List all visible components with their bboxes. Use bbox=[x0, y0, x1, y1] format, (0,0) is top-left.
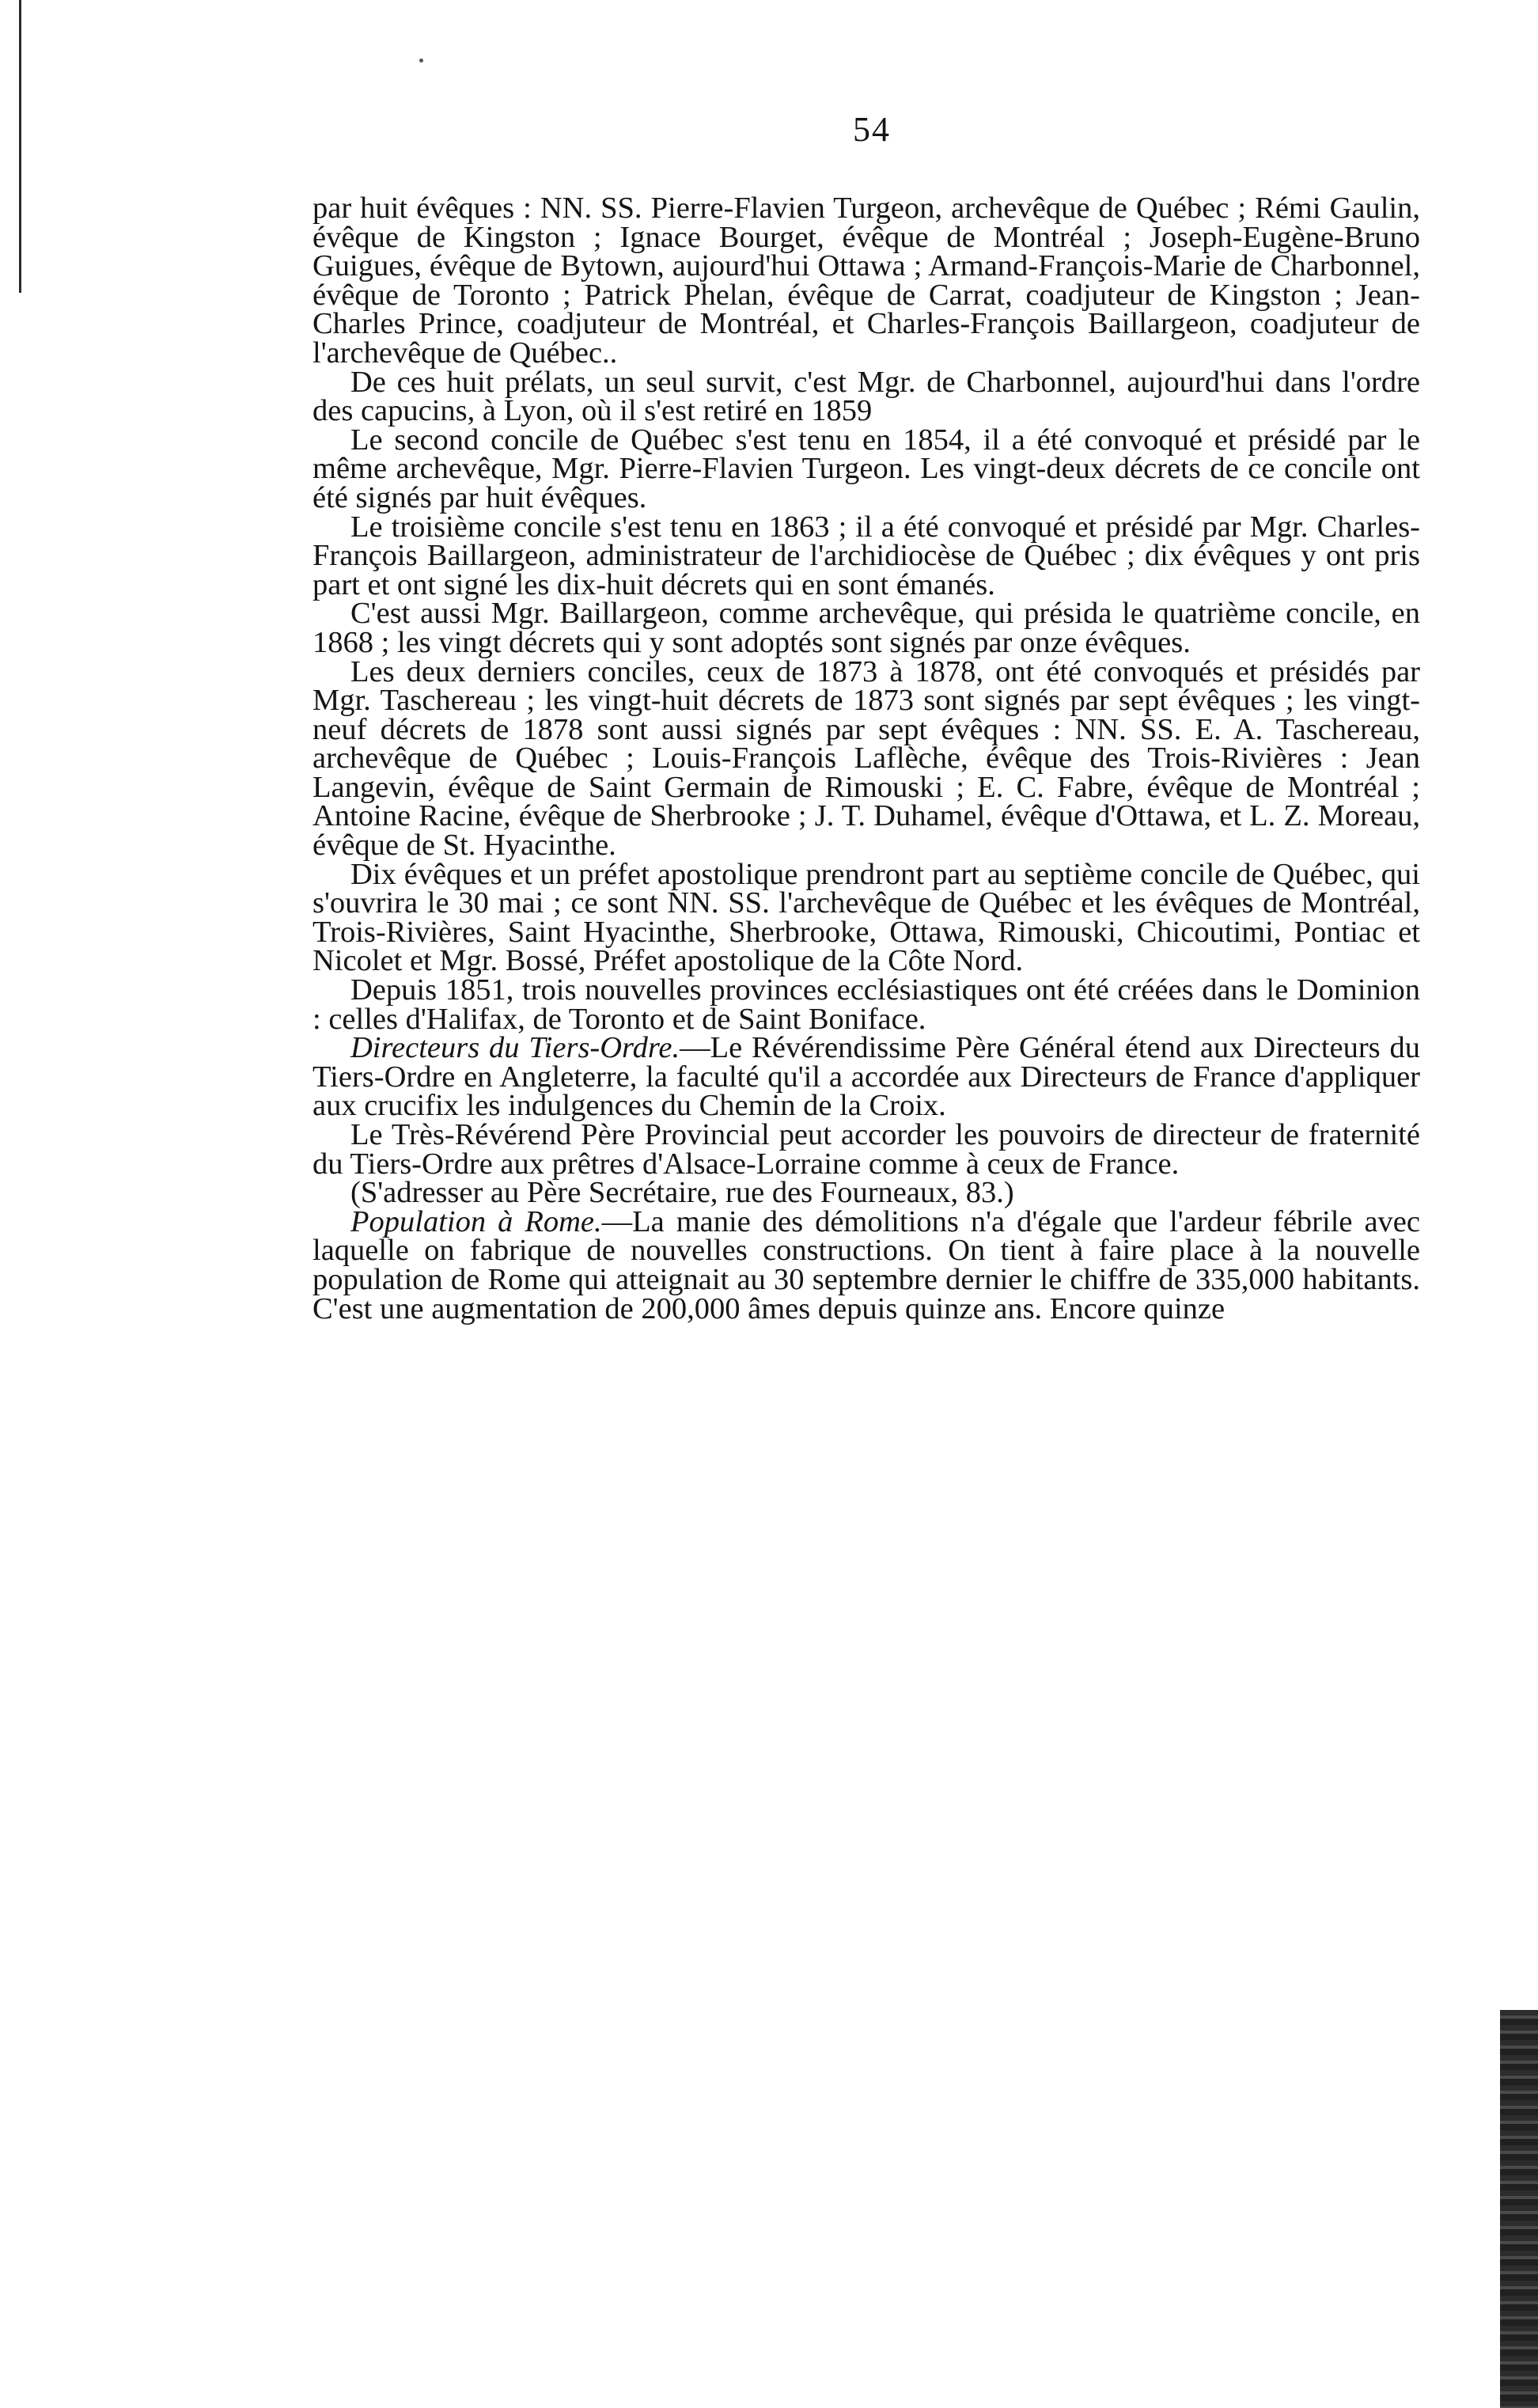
paragraph bbox=[313, 654, 1420, 863]
paragraph-text: Le troisième concile s'est tenu en 1863 ; il a été convoqué et présidé par Mgr. Charles-François Baillargeon, administrateur de l'archidiocèse de Québec ; dix évêques y ont pris part et ont signé les dix-huit décrets qui en sont émanés. bbox=[313, 510, 1420, 601]
paragraph-text: De ces huit prélats, un seul survit, c'est Mgr. de Charbonnel, aujourd'hui dans l'ordre des capucins, à Lyon, où il s'est retiré en 1859 bbox=[313, 365, 1420, 428]
paragraph-text: Les deux derniers conciles, ceux de 1873 à 1878, ont été convoqués et présidés par Mgr. Taschereau ; les vingt-huit décrets de 1873 sont signés par sept évêques ; les vingt-neuf décrets de 1878 sont aussi signés par sept évêques : NN. SS. E. A. Taschereau, archevêque de Québec ; Louis-François Laflèche, évêque des Trois-Rivières : Jean Langevin, évêque de Saint Germain de Rimouski ; E. C. Fabre, évêque de Montréal ; Antoine Racine, évêque de Sherbrooke ; J. T. Duhamel, évêque d'Ottawa, et L. Z. Moreau, évêque de St. Hyacinthe. bbox=[313, 654, 1420, 863]
section-lead: Population à Rome. bbox=[350, 1204, 602, 1238]
paragraph-text: C'est aussi Mgr. Baillargeon, comme archevêque, qui présida le quatrième concile, en 1868 ; les vingt décrets qui y sont adoptés sont signés par onze évêques. bbox=[313, 597, 1420, 659]
paragraph bbox=[313, 365, 1420, 428]
paragraph bbox=[313, 973, 1420, 1036]
paragraph bbox=[313, 857, 1420, 978]
body-text bbox=[313, 194, 1420, 1323]
paragraph-text: Dix évêques et un préfet apostolique prendront part au septième concile de Québec, qui s'ouvrira le 30 mai ; ce sont NN. SS. l'archevêque de Québec et les évêques de Montréal, Trois-Rivières, Saint Hyacinthe, Sherbrooke, Ottawa, Rimouski, Chicoutimi, Pontiac et Nicolet et Mgr. Bossé, Préfet apostolique de la Côte Nord. bbox=[313, 857, 1420, 978]
scan-speck bbox=[419, 59, 423, 63]
paragraph bbox=[313, 510, 1420, 601]
paragraph-text: (S'adresser au Père Secrétaire, rue des Fourneaux, 83.) bbox=[350, 1176, 1014, 1210]
paragraph bbox=[313, 194, 1420, 368]
page-number: 54 bbox=[853, 110, 891, 149]
paragraph-text: Le Très-Révérend Père Provincial peut accorder les pouvoirs de directeur de fraternité du Tiers-Ordre aux prêtres d'Alsace-Lorraine comme à ceux de France. bbox=[313, 1118, 1420, 1181]
scan-edge-shadow bbox=[1500, 2010, 1538, 2408]
paragraph-text: —La manie des démolitions n'a d'égale que l'ardeur fébrile avec laquelle on fabrique de nouvelles constructions. On tient à faire place à la nouvelle population de Rome qui atteignait au 30 septembre dernier le chiffre de 335,000 habitants. C'est une augmentation de 200,000 âmes depuis quinze ans. Encore quinze bbox=[313, 1204, 1420, 1325]
paragraph-text: —Le Révérendissime Père Général étend aux Directeurs du Tiers-Ordre en Angleterre, la faculté qu'il a accordée aux Directeurs de France d'appliquer aux crucifix les indulgences du Chemin de la Croix. bbox=[313, 1031, 1420, 1123]
paragraph bbox=[313, 1204, 1420, 1325]
paragraph bbox=[313, 599, 1420, 657]
paragraph bbox=[313, 1178, 1420, 1208]
scan-margin-line bbox=[19, 0, 21, 293]
section-lead: Directeurs du Tiers-Ordre. bbox=[350, 1031, 680, 1065]
paragraph bbox=[313, 423, 1420, 514]
paragraph bbox=[313, 1033, 1420, 1121]
paragraph-text: Le second concile de Québec s'est tenu en 1854, il a été convoqué et présidé par le même archevêque, Mgr. Pierre-Flavien Turgeon. Les vingt-deux décrets de ce concile ont été signés par huit évêques. bbox=[313, 423, 1420, 514]
paragraph-text: Depuis 1851, trois nouvelles provinces ecclésiastiques ont été créées dans le Dominion : celles d'Halifax, de Toronto et de Saint Boniface. bbox=[313, 973, 1420, 1036]
paragraph bbox=[313, 1118, 1420, 1181]
paragraph-text: par huit évêques : NN. SS. Pierre-Flavien Turgeon, archevêque de Québec ; Rémi Gaulin, évêque de Kingston ; Ignace Bourget, évêque de Montréal ; Joseph-Eugène-Bruno Guigues, évêque de Bytown, aujourd'hui Ottawa ; Armand-François-Marie de Charbonnel, évêque de Toronto ; Patrick Phelan, évêque de Carrat, coadjuteur de Kingston ; Jean-Charles Prince, coadjuteur de Montréal, et Charles-François Baillargeon, coadjuteur de l'archevêque de Québec.. bbox=[313, 192, 1420, 370]
